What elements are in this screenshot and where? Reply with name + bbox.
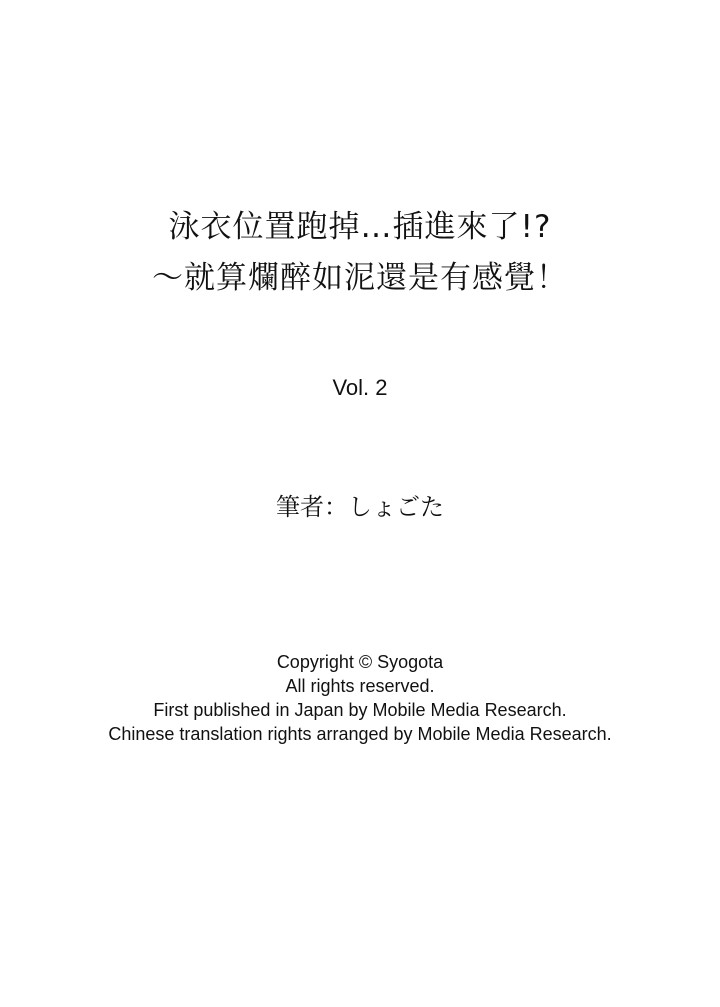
volume-label: Vol. 2 <box>332 375 388 400</box>
copyright-block <box>0 650 720 746</box>
rights-line: All rights reserved. <box>285 676 435 696</box>
copyright-line: Copyright © Syogota <box>276 652 444 672</box>
title-line-2: ～就算爛醉如泥還是有感覺！ <box>152 260 568 296</box>
title-line-1: 泳衣位置跑掉…插進來了!? <box>168 209 552 245</box>
author-credit: 筆者：しょごた <box>276 493 444 521</box>
publication-line: First published in Japan by Mobile Media Research. <box>153 700 567 720</box>
translation-line: Chinese translation rights arranged by Mobile Media Research. <box>108 724 612 744</box>
